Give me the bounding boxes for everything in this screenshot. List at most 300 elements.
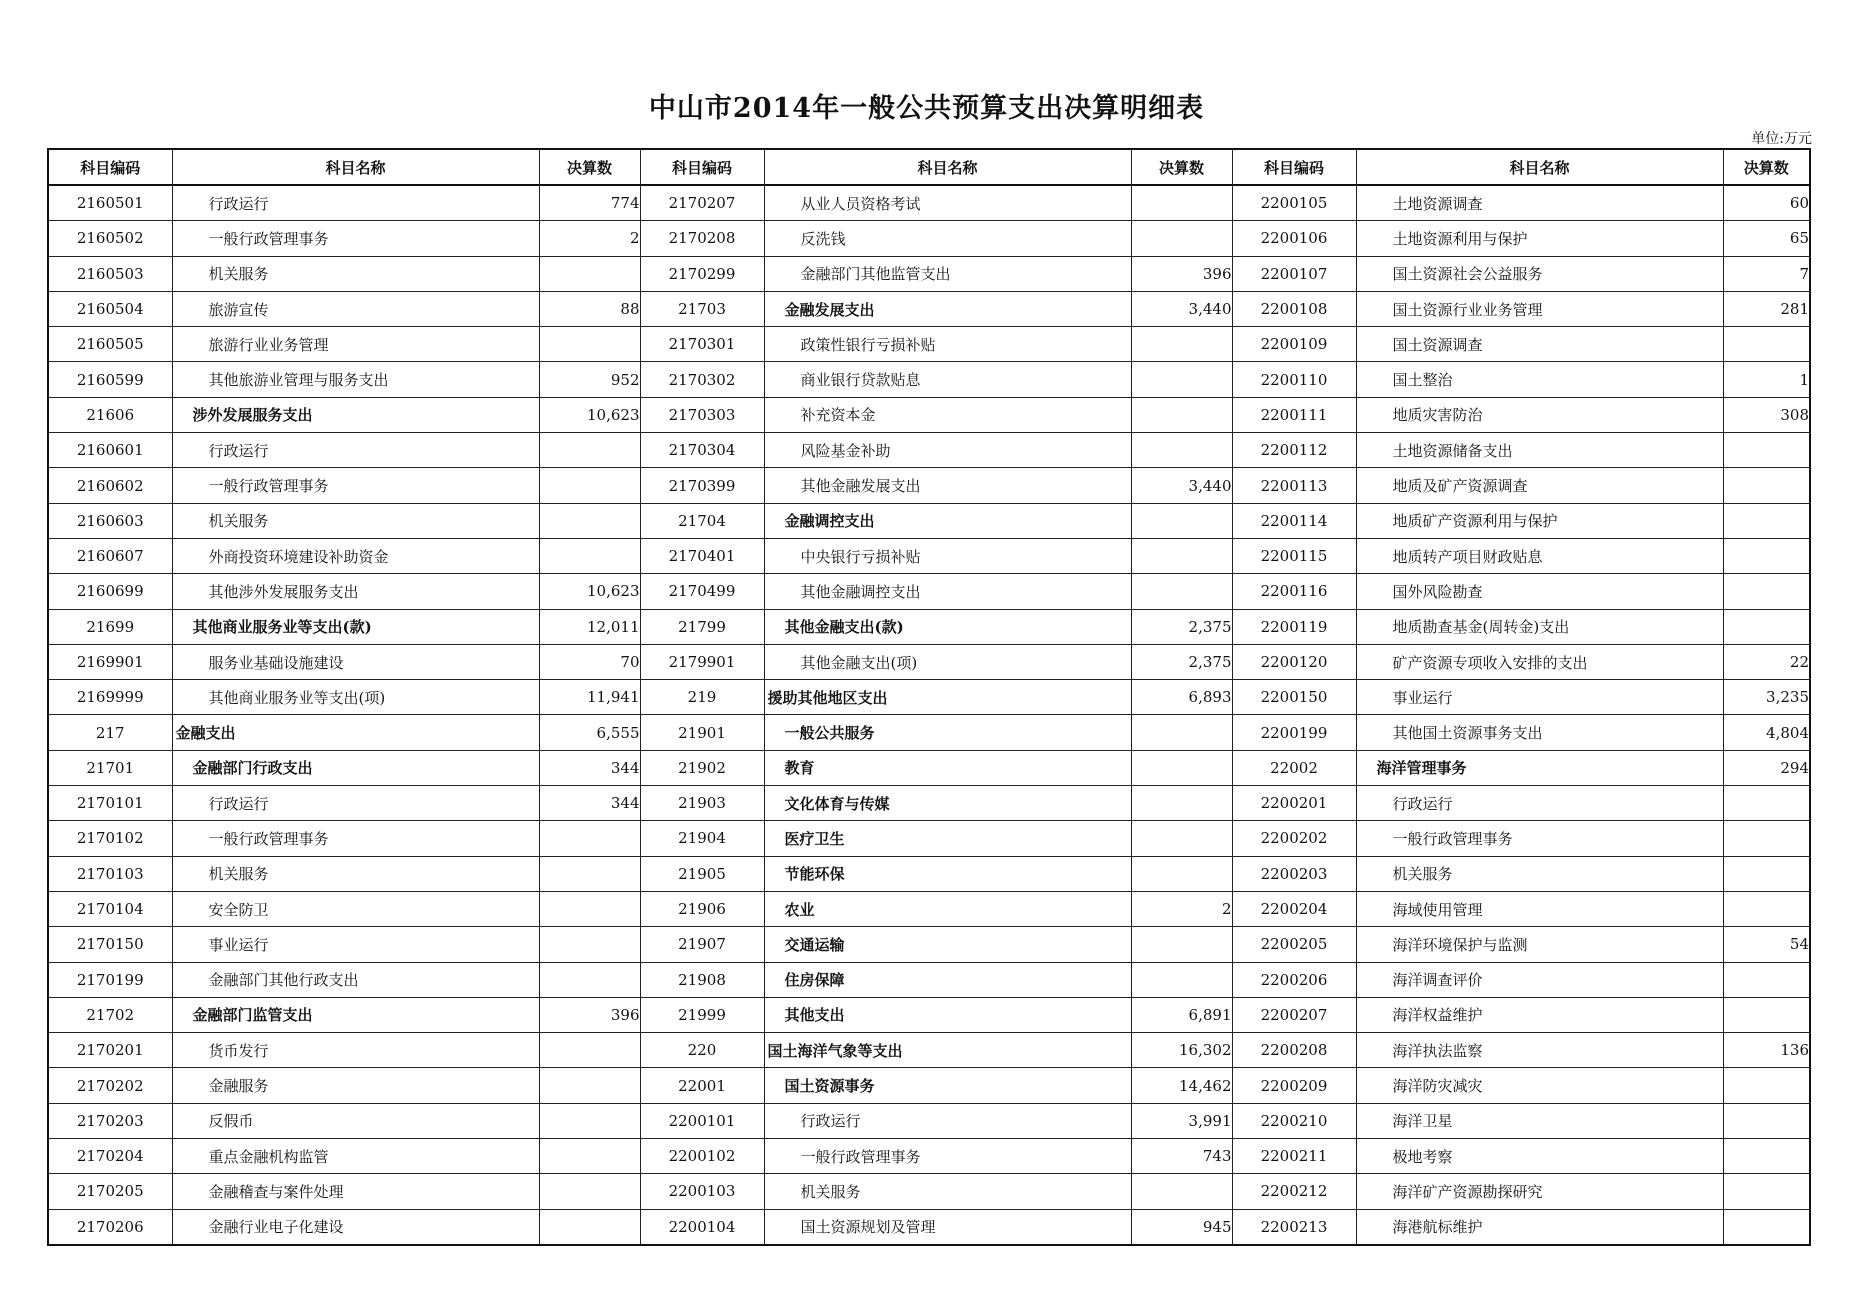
subject-code: 2170103 — [48, 856, 172, 891]
header-name: 科目名称 — [1356, 149, 1723, 185]
final-amount — [1723, 891, 1810, 926]
final-amount: 7 — [1723, 256, 1810, 291]
subject-name: 海洋矿产资源勘探研究 — [1356, 1174, 1723, 1209]
subject-code: 2169901 — [48, 644, 172, 679]
final-amount — [539, 962, 640, 997]
table-row — [48, 891, 1810, 926]
subject-code: 2170301 — [640, 327, 764, 362]
final-amount: 16,302 — [1131, 1033, 1232, 1068]
final-amount — [539, 1174, 640, 1209]
subject-name: 矿产资源专项收入安排的支出 — [1356, 644, 1723, 679]
subject-name: 国土资源事务 — [764, 1068, 1131, 1103]
final-amount — [539, 927, 640, 962]
final-amount — [1723, 1103, 1810, 1138]
subject-code: 2170399 — [640, 468, 764, 503]
subject-name: 文化体育与传媒 — [764, 786, 1131, 821]
header-code: 科目编码 — [1232, 149, 1356, 185]
header-name: 科目名称 — [172, 149, 539, 185]
subject-code: 21903 — [640, 786, 764, 821]
table-row — [48, 327, 1810, 362]
subject-code: 2160501 — [48, 185, 172, 221]
table-row — [48, 1209, 1810, 1245]
subject-name: 一般行政管理事务 — [172, 221, 539, 256]
subject-code: 2160607 — [48, 538, 172, 573]
subject-name: 行政运行 — [172, 786, 539, 821]
table-row — [48, 574, 1810, 609]
final-amount — [539, 891, 640, 926]
subject-code: 2200109 — [1232, 327, 1356, 362]
subject-code: 2200206 — [1232, 962, 1356, 997]
subject-code: 21901 — [640, 715, 764, 750]
final-amount — [1723, 962, 1810, 997]
subject-code: 2200116 — [1232, 574, 1356, 609]
subject-name: 货币发行 — [172, 1033, 539, 1068]
table-row — [48, 185, 1810, 221]
subject-code: 2200201 — [1232, 786, 1356, 821]
final-amount: 344 — [539, 750, 640, 785]
subject-name: 地质及矿产资源调查 — [1356, 468, 1723, 503]
subject-code: 2160503 — [48, 256, 172, 291]
subject-code: 2170199 — [48, 962, 172, 997]
final-amount — [539, 1139, 640, 1174]
subject-code: 2160502 — [48, 221, 172, 256]
subject-name: 其他商业服务业等支出(款) — [172, 609, 539, 644]
subject-code: 2200211 — [1232, 1139, 1356, 1174]
subject-name: 政策性银行亏损补贴 — [764, 327, 1131, 362]
final-amount — [1723, 609, 1810, 644]
subject-name: 海洋调查评价 — [1356, 962, 1723, 997]
subject-code: 2200112 — [1232, 433, 1356, 468]
final-amount: 11,941 — [539, 680, 640, 715]
final-amount — [1723, 1174, 1810, 1209]
subject-name: 土地资源调查 — [1356, 185, 1723, 221]
final-amount — [1131, 221, 1232, 256]
header-row — [48, 149, 1810, 185]
subject-name: 金融调控支出 — [764, 503, 1131, 538]
subject-name: 海港航标维护 — [1356, 1209, 1723, 1245]
final-amount — [1723, 433, 1810, 468]
subject-name: 其他旅游业管理与服务支出 — [172, 362, 539, 397]
final-amount: 2,375 — [1131, 609, 1232, 644]
subject-code: 21606 — [48, 397, 172, 432]
header-amount: 决算数 — [539, 149, 640, 185]
subject-code: 2200208 — [1232, 1033, 1356, 1068]
final-amount — [539, 821, 640, 856]
final-amount: 70 — [539, 644, 640, 679]
subject-code: 21699 — [48, 609, 172, 644]
final-amount: 743 — [1131, 1139, 1232, 1174]
subject-name: 反假币 — [172, 1103, 539, 1138]
subject-code: 2200199 — [1232, 715, 1356, 750]
subject-name: 国土资源社会公益服务 — [1356, 256, 1723, 291]
final-amount: 6,893 — [1131, 680, 1232, 715]
subject-name: 地质勘查基金(周转金)支出 — [1356, 609, 1723, 644]
final-amount: 3,440 — [1131, 468, 1232, 503]
final-amount: 294 — [1723, 750, 1810, 785]
table-row — [48, 1174, 1810, 1209]
subject-name: 其他涉外发展服务支出 — [172, 574, 539, 609]
subject-code: 2200114 — [1232, 503, 1356, 538]
final-amount — [1131, 362, 1232, 397]
table-row — [48, 962, 1810, 997]
subject-name: 其他金融支出(项) — [764, 644, 1131, 679]
subject-code: 2160699 — [48, 574, 172, 609]
subject-code: 22001 — [640, 1068, 764, 1103]
table-row — [48, 997, 1810, 1032]
subject-code: 2170207 — [640, 185, 764, 221]
subject-code: 21904 — [640, 821, 764, 856]
table-row — [48, 1103, 1810, 1138]
subject-code: 2170104 — [48, 891, 172, 926]
subject-name: 一般公共服务 — [764, 715, 1131, 750]
final-amount — [1131, 927, 1232, 962]
final-amount — [539, 1209, 640, 1245]
subject-name: 农业 — [764, 891, 1131, 926]
header-code: 科目编码 — [640, 149, 764, 185]
final-amount: 10,623 — [539, 574, 640, 609]
subject-name: 行政运行 — [764, 1103, 1131, 1138]
subject-code: 21704 — [640, 503, 764, 538]
subject-code: 2200110 — [1232, 362, 1356, 397]
final-amount: 65 — [1723, 221, 1810, 256]
table-row — [48, 856, 1810, 891]
subject-name: 国土资源调查 — [1356, 327, 1723, 362]
subject-code: 2200113 — [1232, 468, 1356, 503]
table-row — [48, 1033, 1810, 1068]
subject-code: 2200202 — [1232, 821, 1356, 856]
table-row — [48, 291, 1810, 326]
subject-code: 2200212 — [1232, 1174, 1356, 1209]
header-name: 科目名称 — [764, 149, 1131, 185]
final-amount: 6,555 — [539, 715, 640, 750]
subject-name: 外商投资环境建设补助资金 — [172, 538, 539, 573]
subject-name: 重点金融机构监管 — [172, 1139, 539, 1174]
table-row — [48, 468, 1810, 503]
subject-name: 国土资源规划及管理 — [764, 1209, 1131, 1245]
subject-code: 21906 — [640, 891, 764, 926]
final-amount: 6,891 — [1131, 997, 1232, 1032]
final-amount — [1131, 574, 1232, 609]
final-amount — [1131, 1174, 1232, 1209]
subject-code: 21799 — [640, 609, 764, 644]
subject-code: 2200108 — [1232, 291, 1356, 326]
table-row — [48, 821, 1810, 856]
table-row — [48, 538, 1810, 573]
final-amount — [1723, 1139, 1810, 1174]
subject-name: 海洋环境保护与监测 — [1356, 927, 1723, 962]
subject-code: 2170206 — [48, 1209, 172, 1245]
final-amount — [1723, 503, 1810, 538]
subject-name: 国土整治 — [1356, 362, 1723, 397]
subject-code: 220 — [640, 1033, 764, 1068]
subject-name: 金融部门其他行政支出 — [172, 962, 539, 997]
subject-name: 机关服务 — [172, 256, 539, 291]
subject-name: 住房保障 — [764, 962, 1131, 997]
subject-code: 217 — [48, 715, 172, 750]
subject-code: 2200209 — [1232, 1068, 1356, 1103]
header-code: 科目编码 — [48, 149, 172, 185]
subject-code: 2169999 — [48, 680, 172, 715]
final-amount — [539, 1033, 640, 1068]
subject-code: 2179901 — [640, 644, 764, 679]
final-amount: 14,462 — [1131, 1068, 1232, 1103]
table-row — [48, 397, 1810, 432]
subject-code: 21701 — [48, 750, 172, 785]
subject-code: 2200102 — [640, 1139, 764, 1174]
final-amount: 10,623 — [539, 397, 640, 432]
subject-name: 金融部门其他监管支出 — [764, 256, 1131, 291]
subject-name: 风险基金补助 — [764, 433, 1131, 468]
subject-code: 2200120 — [1232, 644, 1356, 679]
subject-code: 2170302 — [640, 362, 764, 397]
subject-code: 2170401 — [640, 538, 764, 573]
subject-name: 海洋执法监察 — [1356, 1033, 1723, 1068]
final-amount: 774 — [539, 185, 640, 221]
subject-code: 2200204 — [1232, 891, 1356, 926]
subject-name: 海洋权益维护 — [1356, 997, 1723, 1032]
final-amount — [1723, 856, 1810, 891]
subject-name: 一般行政管理事务 — [764, 1139, 1131, 1174]
subject-name: 土地资源储备支出 — [1356, 433, 1723, 468]
budget-table — [47, 148, 1811, 1246]
subject-name: 金融发展支出 — [764, 291, 1131, 326]
subject-name: 一般行政管理事务 — [1356, 821, 1723, 856]
final-amount: 344 — [539, 786, 640, 821]
final-amount — [539, 1068, 640, 1103]
subject-name: 海洋卫星 — [1356, 1103, 1723, 1138]
final-amount — [1723, 997, 1810, 1032]
table-row — [48, 221, 1810, 256]
table-row — [48, 1068, 1810, 1103]
subject-code: 2170303 — [640, 397, 764, 432]
final-amount — [1723, 1209, 1810, 1245]
final-amount — [1723, 468, 1810, 503]
table-row — [48, 503, 1810, 538]
subject-code: 2200119 — [1232, 609, 1356, 644]
final-amount — [539, 433, 640, 468]
final-amount — [1131, 397, 1232, 432]
subject-name: 从业人员资格考试 — [764, 185, 1131, 221]
subject-name: 安全防卫 — [172, 891, 539, 926]
subject-code: 2160601 — [48, 433, 172, 468]
subject-code: 2170208 — [640, 221, 764, 256]
final-amount — [1723, 574, 1810, 609]
final-amount — [1723, 1068, 1810, 1103]
subject-name: 行政运行 — [172, 433, 539, 468]
final-amount — [539, 256, 640, 291]
subject-name: 其他支出 — [764, 997, 1131, 1032]
final-amount — [1131, 786, 1232, 821]
header-amount: 决算数 — [1131, 149, 1232, 185]
subject-code: 2200103 — [640, 1174, 764, 1209]
subject-code: 2170299 — [640, 256, 764, 291]
final-amount — [1131, 715, 1232, 750]
final-amount — [539, 856, 640, 891]
subject-name: 事业运行 — [1356, 680, 1723, 715]
subject-code: 2170205 — [48, 1174, 172, 1209]
subject-name: 事业运行 — [172, 927, 539, 962]
subject-name: 海洋防灾减灾 — [1356, 1068, 1723, 1103]
subject-code: 21908 — [640, 962, 764, 997]
subject-code: 2200150 — [1232, 680, 1356, 715]
subject-code: 21703 — [640, 291, 764, 326]
subject-code: 2200213 — [1232, 1209, 1356, 1245]
final-amount — [1131, 856, 1232, 891]
subject-code: 21902 — [640, 750, 764, 785]
final-amount: 88 — [539, 291, 640, 326]
subject-code: 2200105 — [1232, 185, 1356, 221]
final-amount: 3,235 — [1723, 680, 1810, 715]
subject-name: 国土资源行业业务管理 — [1356, 291, 1723, 326]
subject-code: 21905 — [640, 856, 764, 891]
final-amount: 396 — [1131, 256, 1232, 291]
page-title: 中山市2014年一般公共预算支出决算明细表 — [648, 93, 1205, 124]
final-amount — [1131, 750, 1232, 785]
final-amount: 60 — [1723, 185, 1810, 221]
table-row — [48, 644, 1810, 679]
table-row — [48, 786, 1810, 821]
subject-name: 旅游宣传 — [172, 291, 539, 326]
subject-name: 地质矿产资源利用与保护 — [1356, 503, 1723, 538]
subject-name: 行政运行 — [1356, 786, 1723, 821]
final-amount: 22 — [1723, 644, 1810, 679]
final-amount: 4,804 — [1723, 715, 1810, 750]
subject-name: 涉外发展服务支出 — [172, 397, 539, 432]
final-amount: 3,440 — [1131, 291, 1232, 326]
subject-code: 2200207 — [1232, 997, 1356, 1032]
subject-name: 极地考察 — [1356, 1139, 1723, 1174]
final-amount: 945 — [1131, 1209, 1232, 1245]
subject-name: 一般行政管理事务 — [172, 468, 539, 503]
subject-code: 2160602 — [48, 468, 172, 503]
subject-code: 2170204 — [48, 1139, 172, 1174]
subject-name: 中央银行亏损补贴 — [764, 538, 1131, 573]
final-amount — [1723, 786, 1810, 821]
final-amount — [1723, 327, 1810, 362]
subject-code: 2200203 — [1232, 856, 1356, 891]
subject-code: 2170499 — [640, 574, 764, 609]
final-amount: 12,011 — [539, 609, 640, 644]
subject-code: 2200107 — [1232, 256, 1356, 291]
final-amount: 2,375 — [1131, 644, 1232, 679]
subject-code: 2160603 — [48, 503, 172, 538]
subject-name: 地质转产项目财政贴息 — [1356, 538, 1723, 573]
final-amount: 3,991 — [1131, 1103, 1232, 1138]
subject-name: 其他金融支出(款) — [764, 609, 1131, 644]
subject-name: 海洋管理事务 — [1356, 750, 1723, 785]
subject-name: 一般行政管理事务 — [172, 821, 539, 856]
subject-name: 节能环保 — [764, 856, 1131, 891]
final-amount — [1131, 962, 1232, 997]
subject-name: 教育 — [764, 750, 1131, 785]
final-amount — [539, 1103, 640, 1138]
subject-code: 2200106 — [1232, 221, 1356, 256]
subject-code: 2200210 — [1232, 1103, 1356, 1138]
final-amount — [1131, 503, 1232, 538]
subject-code: 2170101 — [48, 786, 172, 821]
table-row — [48, 362, 1810, 397]
subject-name: 金融部门行政支出 — [172, 750, 539, 785]
final-amount — [1131, 538, 1232, 573]
final-amount — [1131, 185, 1232, 221]
subject-code: 2200101 — [640, 1103, 764, 1138]
final-amount: 308 — [1723, 397, 1810, 432]
subject-code: 2170201 — [48, 1033, 172, 1068]
subject-name: 国土海洋气象等支出 — [764, 1033, 1131, 1068]
subject-code: 2160504 — [48, 291, 172, 326]
final-amount: 54 — [1723, 927, 1810, 962]
subject-name: 机关服务 — [764, 1174, 1131, 1209]
subject-name: 机关服务 — [1356, 856, 1723, 891]
table-row — [48, 927, 1810, 962]
subject-name: 金融服务 — [172, 1068, 539, 1103]
subject-code: 2170304 — [640, 433, 764, 468]
final-amount — [539, 503, 640, 538]
final-amount — [539, 538, 640, 573]
subject-name: 旅游行业业务管理 — [172, 327, 539, 362]
subject-name: 土地资源利用与保护 — [1356, 221, 1723, 256]
subject-code: 2200115 — [1232, 538, 1356, 573]
subject-name: 金融支出 — [172, 715, 539, 750]
final-amount: 281 — [1723, 291, 1810, 326]
table-row — [48, 680, 1810, 715]
subject-code: 2200111 — [1232, 397, 1356, 432]
subject-name: 补充资本金 — [764, 397, 1131, 432]
subject-code: 2160599 — [48, 362, 172, 397]
subject-code: 2160505 — [48, 327, 172, 362]
final-amount — [1131, 327, 1232, 362]
subject-name: 其他金融发展支出 — [764, 468, 1131, 503]
header-amount: 决算数 — [1723, 149, 1810, 185]
subject-name: 金融稽查与案件处理 — [172, 1174, 539, 1209]
subject-name: 服务业基础设施建设 — [172, 644, 539, 679]
table-row — [48, 256, 1810, 291]
subject-name: 医疗卫生 — [764, 821, 1131, 856]
subject-name: 其他金融调控支出 — [764, 574, 1131, 609]
subject-name: 反洗钱 — [764, 221, 1131, 256]
subject-name: 机关服务 — [172, 856, 539, 891]
subject-name: 交通运输 — [764, 927, 1131, 962]
subject-name: 行政运行 — [172, 185, 539, 221]
table-row — [48, 750, 1810, 785]
final-amount — [1723, 538, 1810, 573]
subject-name: 海域使用管理 — [1356, 891, 1723, 926]
table-row — [48, 1139, 1810, 1174]
final-amount — [1723, 821, 1810, 856]
subject-name: 地质灾害防治 — [1356, 397, 1723, 432]
final-amount: 136 — [1723, 1033, 1810, 1068]
subject-code: 2200104 — [640, 1209, 764, 1245]
subject-code: 2200205 — [1232, 927, 1356, 962]
subject-name: 机关服务 — [172, 503, 539, 538]
subject-code: 2170202 — [48, 1068, 172, 1103]
table-row — [48, 609, 1810, 644]
subject-name: 金融行业电子化建设 — [172, 1209, 539, 1245]
subject-code: 21999 — [640, 997, 764, 1032]
subject-name: 其他国土资源事务支出 — [1356, 715, 1723, 750]
final-amount: 952 — [539, 362, 640, 397]
final-amount: 2 — [539, 221, 640, 256]
unit-label: 单位:万元 — [1751, 131, 1812, 147]
final-amount: 396 — [539, 997, 640, 1032]
final-amount — [1131, 821, 1232, 856]
final-amount: 2 — [1131, 891, 1232, 926]
final-amount — [539, 327, 640, 362]
subject-name: 金融部门监管支出 — [172, 997, 539, 1032]
table-row — [48, 433, 1810, 468]
subject-name: 援助其他地区支出 — [764, 680, 1131, 715]
subject-code: 21907 — [640, 927, 764, 962]
